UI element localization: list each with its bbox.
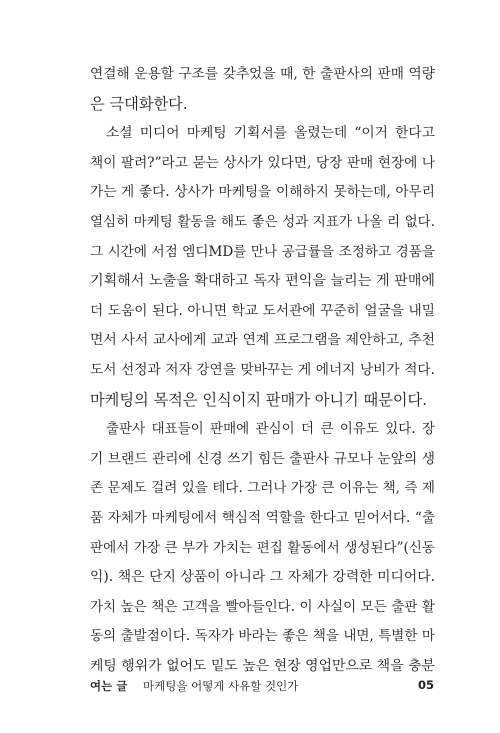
text-line: 판에서 가장 큰 부가 가치는 편집 활동에서 생성된다”(신동	[90, 539, 435, 556]
text-line: 기 브랜드 관리에 신경 쓰기 힘든 출판사 규모나 눈앞의 생	[90, 450, 435, 467]
text-line: 더 도움이 된다. 아니면 학교 도서관에 꾸준히 얼굴을 내밀	[90, 302, 435, 319]
text-line: 소셜 미디어 마케팅 기획서를 올렸는데 “이거 한다고	[106, 125, 435, 142]
text-line: 품 자체가 마케팅에서 핵심적 역할을 한다고 믿어서다. “출	[90, 509, 435, 526]
text-line: 연결해 운용할 구조를 갖추었을 때, 한 출판사의 판매 역량	[90, 66, 435, 82]
text-line: 케팅 행위가 없어도 밑도 높은 현장 영업만으로 책을 충분	[90, 657, 435, 674]
text-line: 마케팅의 목적은 인식이지 판매가 아니기 때문이다.	[90, 390, 428, 409]
text-line: 은 극대화한다.	[90, 94, 188, 113]
page-footer	[90, 678, 434, 698]
text-line: 그 시간에 서점 엠디MD를 만나 공급률을 조정하고 경품을	[90, 243, 435, 260]
text-line: 가는 게 좋다. 상사가 마케팅을 이해하지 못하는데, 아무리	[90, 184, 435, 201]
text-line: 도서 선정과 저자 강연을 맞바꾸는 게 에너지 낭비가 적다.	[90, 361, 435, 378]
text-line: 책이 팔려?”라고 묻는 상사가 있다면, 당장 판매 현장에 나	[90, 154, 435, 171]
text-line: 출판사 대표들이 판매에 관심이 더 큰 이유도 있다. 장	[106, 421, 435, 438]
text-line: 기획해서 노출을 확대하고 독자 편익을 늘리는 게 판매에	[90, 273, 435, 290]
text-line: 동의 출발점이다. 독자가 바라는 좋은 책을 내면, 특별한 마	[90, 628, 435, 645]
text-line: 열심히 마케팅 활동을 해도 좋은 성과 지표가 나올 리 없다.	[90, 213, 435, 230]
footer-book-title: 마케팅을 어떻게 사유할 것인가	[143, 679, 299, 693]
page-number: 05	[417, 678, 434, 692]
page-body	[90, 60, 435, 681]
text-line: 가치 높은 책은 고객을 빨아들인다. 이 사실이 모든 출판 활	[90, 598, 435, 615]
footer-section-label: 여는 글	[90, 679, 128, 693]
text-line: 면서 사서 교사에게 교과 연계 프로그램을 제안하고, 추천	[90, 332, 435, 349]
text-line: 익). 책은 단지 상품이 아니라 그 자체가 강력한 미디어다.	[90, 569, 435, 586]
text-line: 존 문제도 걸려 있을 테다. 그러나 가장 큰 이유는 책, 즉 제	[90, 480, 435, 497]
